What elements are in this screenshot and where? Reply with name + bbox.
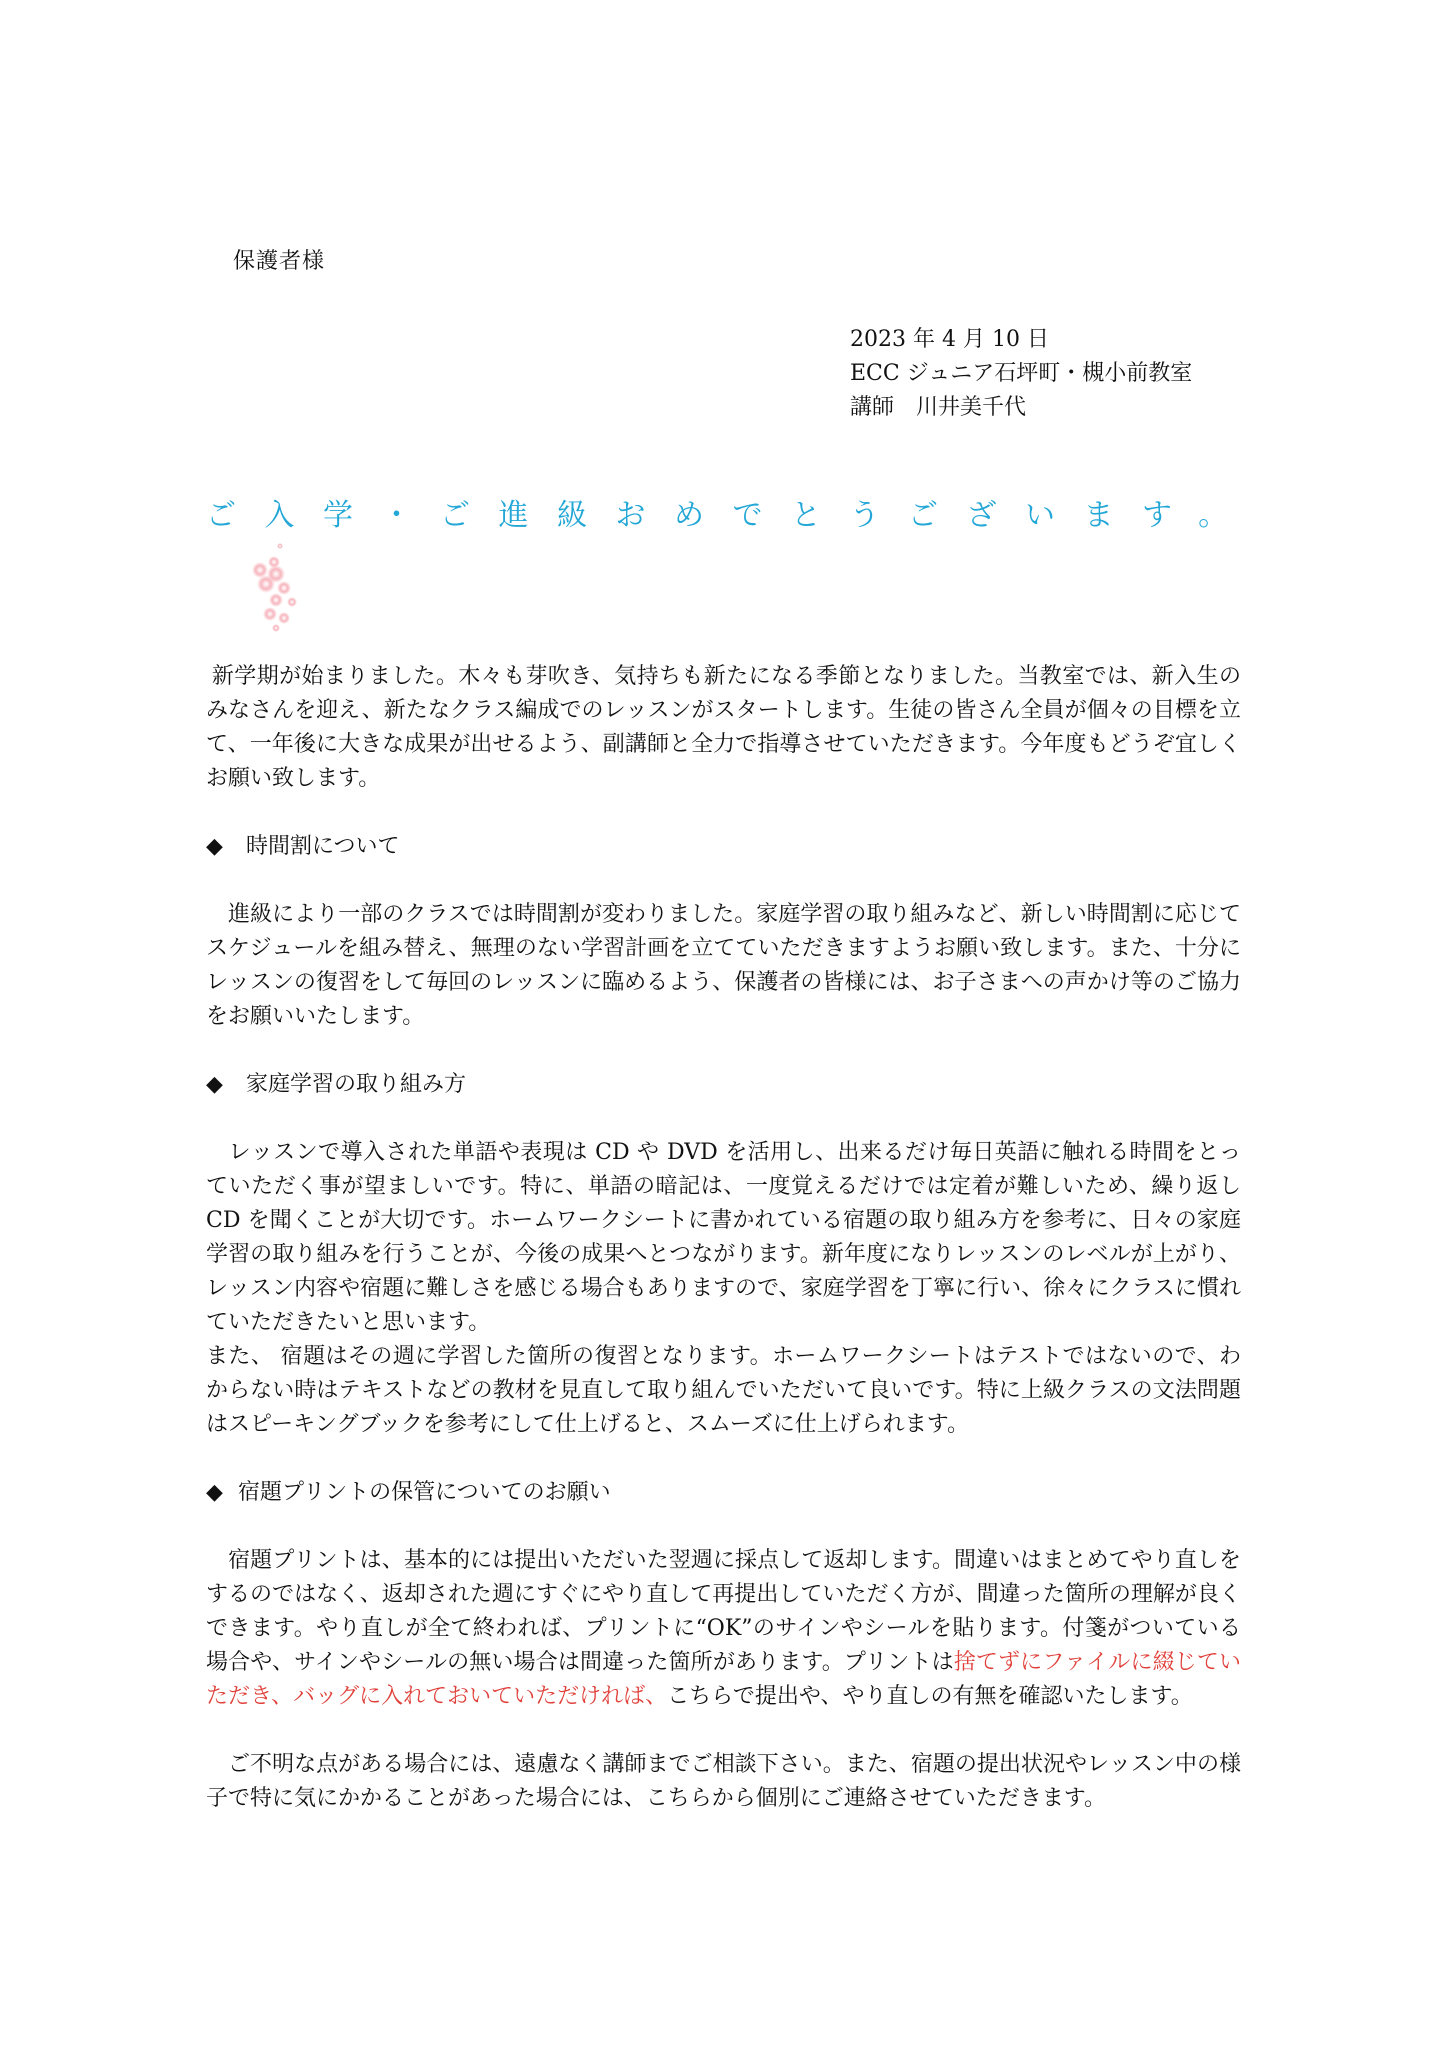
schedule-paragraph: 進級により一部のクラスでは時間割が変わりました。家庭学習の取り組みなど、新しい時間割に応じてスケジュールを組み替え、無理のない学習計画を立てていただきますようお願い致します。また、十分にレッスンの復習をして毎回のレッスンに臨めるよう、保護者の皆様には、お子さまへの声かけ等のご協力をお願いいたします。	[206, 902, 1241, 1029]
diamond-bullet-icon: ◆	[206, 1480, 223, 1505]
section-heading-schedule: ◆ 時間割について	[206, 830, 1241, 864]
intro-paragraph: 新学期が始まりました。木々も芽吹き、気持ちも新たになる季節となりました。当教室では、新入生のみなさんを迎え、新たなクラス編成でのレッスンがスタートします。生徒の皆さん全員が個々の目標を立て、一年後に大きな成果が出せるよう、副講師と全力で指導させていただきます。今年度もどうぞ宜しくお願い致します。	[206, 664, 1241, 791]
highlighted-request: 捨てずにファイルに綴じていただき、バッグに入れておいていただければ、	[206, 1650, 1242, 1709]
homework-paragraph: また、 宿題はその週に学習した箇所の復習となります。ホームワークシートはテストではないので、わからない時はテキストなどの教材を見直して取り組んでいただいて良いです。特に上級クラスの文法問題はスピーキングブックを参考にして仕上げると、スムーズに仕上げられます。	[206, 1344, 1241, 1437]
home-study-paragraph: レッスンで導入された単語や表現は CD や DVD を活用し、出来るだけ毎日英語に触れる時間をとっていただく事が望ましいです。特に、単語の暗記は、一度覚えるだけでは定着が難しいため、繰り返し CD を聞くことが大切です。ホームワークシートに書かれている宿題の取り組み方を参考に、日々の家庭学習の取り組みを行うことが、今後の成果へとつながります。新年度になりレッスンのレベルが上がり、レッスン内容や宿題に難しさを感じる場合もありますので、家庭学習を丁寧に行い、徐々にクラスに慣れていただきたいと思います。	[206, 1140, 1241, 1335]
teacher-name: 講師 川井美千代	[850, 395, 1027, 420]
cherry-blossom-icon	[238, 540, 308, 640]
letter-date: 2023 年 4 月 10 日	[850, 327, 1049, 352]
letter-body	[206, 660, 1241, 1816]
diamond-bullet-icon: ◆	[206, 1072, 223, 1097]
salutation: 保護者様	[233, 249, 326, 274]
section-heading-storage: ◆ 宿題プリントの保管についてのお願い	[206, 1476, 1241, 1510]
storage-paragraph: 宿題プリントは、基本的には提出いただいた翌週に採点して返却します。間違いはまとめてやり直しをするのではなく、返却された週にすぐにやり直して再提出していただく方が、間違った箇所の理解が良くできます。やり直しが全て終われば、プリントに“OK”のサインやシールを貼ります。付箋がついている場合や、サインやシールの無い場合は間違った箇所があります。プリントは捨てずにファイルに綴じていただき、バッグに入れておいていただければ、こちらで提出や、やり直しの有無を確認いたします。	[206, 1548, 1242, 1709]
closing-paragraph: ご不明な点がある場合には、遠慮なく講師までご相談下さい。また、宿題の提出状況やレッスン中の様子で特に気にかかることがあった場合には、こちらから個別にご連絡させていただきます。	[206, 1752, 1241, 1811]
diamond-bullet-icon: ◆	[206, 834, 223, 859]
sender-block	[850, 323, 1192, 425]
school-name: ECC ジュニア石坪町・槻小前教室	[850, 361, 1193, 386]
headline: ご入学・ご進級おめでとうございます。	[206, 498, 1257, 533]
section-heading-home-study: ◆ 家庭学習の取り組み方	[206, 1068, 1241, 1102]
